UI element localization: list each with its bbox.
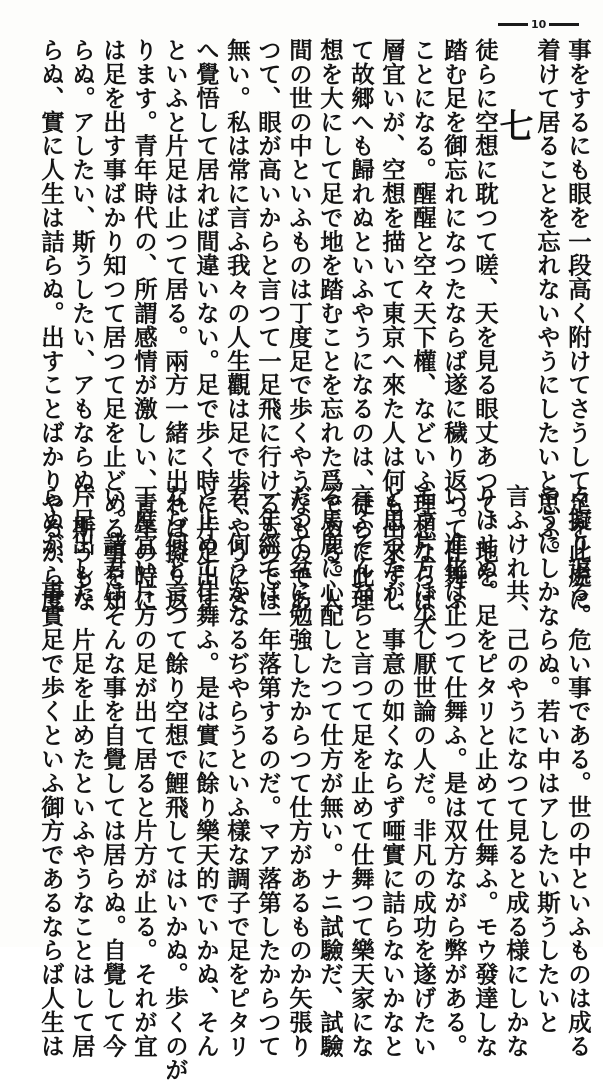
upper-line: ことになる。醒醒と空々天下權、などいふ理想ならば大 [409, 38, 437, 636]
upper-line: 想を大にして足で地を踏むことを忘れた爲である。人 [316, 38, 344, 612]
lower-line: 丁度宜い片方の足が出て居ると片方が止る。それが宜 [130, 484, 158, 1058]
lower-line: モウ片方は少し厭世論の人だ。非凡の成功を遂げたい [409, 484, 437, 1058]
upper-line: 層宜いが、空想を描いて東京へ來た人は何も出來ずし [378, 38, 406, 612]
upper-line [500, 38, 531, 463]
lower-line: 言ふけれ共、己のやうになつて見ると成る様にしかな [502, 484, 530, 1058]
upper-line: らぬ、實に人生は詰らぬ。出すことばかりやるから度 [37, 38, 65, 612]
lower-line: りはせぬ。足をピタリと止めて仕舞ふ。モウ發達しな [471, 484, 499, 1058]
lower-line: る馬鹿に心配したつて仕方が無い。ナニ試驗だ、試驗 [316, 484, 344, 1058]
upper-line: て故郷へも歸れぬといふやうになるのは、徒らに此理 [347, 38, 375, 612]
lower-line: い。諸君はそんな事を自覺しては居らぬ。自覺して今 [99, 484, 127, 1058]
upper-line: へ覺悟して居れば間違いない。足で歩く時に片足出す [192, 38, 220, 612]
upper-line: 間の世の中といふものは丁度足で歩くやうなものであ [285, 38, 313, 612]
upper-line: 徒らに空想に耽つて嗟、天を見る眼丈あつて、地を [471, 38, 499, 588]
upper-line: 着けて居ることを忘れないやうにしたいと思ふ。 [533, 38, 561, 564]
lower-line: やうにしかならぬ。若い中はアしたい斯うしたいと [533, 484, 561, 1034]
upper-line: らぬ。アしたい、斯うしたい、アもならぬ、斯うもな [68, 38, 96, 612]
upper-line: 無い。私は常に言ふ我々の人生觀は足で歩くやうにさ [223, 38, 251, 612]
upper-line: といふと片足は止つて居る。兩方一緒に出れば擬り返 [161, 38, 189, 612]
section-heading: 七 [493, 108, 533, 142]
upper-line: つて、眼が高いからと言つて一足飛に行けるものでは [254, 38, 282, 612]
lower-line: 一年經てば一年落第するのだ。マア落第したからつて [254, 484, 282, 1058]
lower-line: 片足出した、片足を止めたといふやうなことはして居 [68, 484, 96, 1058]
lower-line: と思つたが、事意の如くならず唖實に詰らないかなと [378, 484, 406, 1058]
upper-line: ります。青年時代の、所謂感情が激しい、青年の時に [130, 38, 158, 612]
lower-line: 君、何うかなるぢやらうといふ樣な調子で足をピタリ [223, 484, 251, 1058]
lower-line: と止めて仕舞ふ。是は實に餘り樂天的でいかぬ、そん [192, 484, 220, 1058]
page-number [498, 18, 579, 31]
lower-line: い。進化は止つて仕舞ふ。是は双方ながら弊がある。 [440, 484, 468, 1058]
lower-line: なら何と言つて餘り空想で鯉飛してはいかぬ。歩くのが [161, 484, 189, 1082]
lower-line: 々擬り返る。危い事である。世の中といふものは成る [564, 484, 592, 1058]
lower-line: 言ふそんならと言つて足を止めて仕舞つて樂天家にな [347, 484, 375, 1058]
upper-line: 踏む足を御忘れになつたならば遂に穢り返つて仕舞ふ [440, 38, 468, 612]
page-number-right-rule [549, 23, 579, 26]
upper-line: は足を出す事ばかり知つて居つて足を止どめる事を知 [99, 38, 127, 612]
lower-line: だつて盆に勉強したからつて仕方があるものか矢張り [285, 484, 313, 1058]
upper-line: 事をするにも眼を一段高く附けてさうして足を此處に [564, 38, 592, 612]
page-number-text: 10 [531, 18, 547, 31]
lower-line: らぬが、事實足で歩くといふ御方であるならば人生は [37, 484, 65, 1058]
page-number-left-rule [498, 23, 528, 26]
